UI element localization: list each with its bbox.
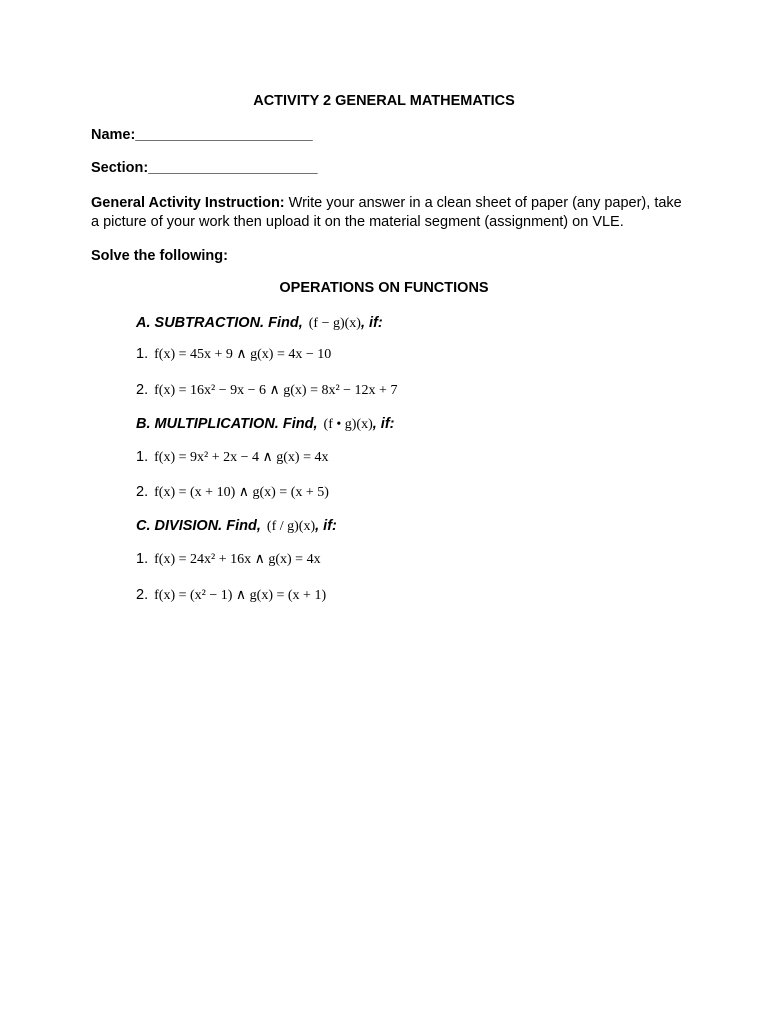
item-number: 1. — [136, 449, 149, 465]
item-expression: f(x) = (x² − 1) ∧ g(x) = (x + 1) — [154, 588, 327, 603]
section-a-item-2 — [136, 382, 397, 399]
item-number: 2. — [136, 382, 149, 398]
section-b-expression: (f • g)(x) — [323, 417, 373, 432]
section-b-label: B. MULTIPLICATION. Find, — [136, 416, 322, 432]
section-b-heading — [136, 416, 395, 433]
section-field-line: Section:_____________________ — [91, 160, 318, 176]
section-heading: OPERATIONS ON FUNCTIONS — [279, 280, 489, 296]
section-a-expression: (f − g)(x) — [308, 316, 361, 331]
instruction-label: General Activity Instruction: — [91, 195, 285, 211]
item-number: 1. — [136, 346, 149, 362]
item-number: 1. — [136, 551, 149, 567]
section-c-heading — [136, 518, 337, 535]
section-a-label: A. SUBTRACTION. Find, — [136, 315, 307, 331]
solve-instruction: Solve the following: — [91, 248, 228, 264]
section-a-item-1 — [136, 346, 331, 363]
section-c-suffix: , if: — [315, 518, 337, 534]
instruction-text: Write your answer in a clean sheet of paper (any paper), take a picture of your work then upload it on the material segment (assignment) on VLE. — [91, 195, 682, 230]
item-expression: f(x) = 16x² − 9x − 6 ∧ g(x) = 8x² − 12x + 7 — [154, 383, 398, 398]
section-a-suffix: , if: — [360, 315, 383, 331]
section-c-item-1 — [136, 551, 321, 568]
instruction-paragraph — [91, 194, 691, 232]
page-title: ACTIVITY 2 GENERAL MATHEMATICS — [253, 93, 515, 109]
item-number: 2. — [136, 484, 149, 500]
section-b-item-1 — [136, 449, 328, 466]
item-expression: f(x) = 45x + 9 ∧ g(x) = 4x − 10 — [154, 347, 332, 362]
item-expression: f(x) = 24x² + 16x ∧ g(x) = 4x — [154, 552, 321, 567]
section-a-heading — [136, 315, 383, 332]
name-field-line: Name:______________________ — [91, 127, 313, 143]
item-number: 2. — [136, 587, 149, 603]
section-b-item-2 — [136, 484, 329, 501]
item-expression: f(x) = (x + 10) ∧ g(x) = (x + 5) — [154, 485, 329, 500]
section-c-expression: (f / g)(x) — [266, 519, 316, 534]
section-c-label: C. DIVISION. Find, — [136, 518, 265, 534]
item-expression: f(x) = 9x² + 2x − 4 ∧ g(x) = 4x — [154, 450, 329, 465]
section-b-suffix: , if: — [372, 416, 395, 432]
section-c-item-2 — [136, 587, 326, 604]
